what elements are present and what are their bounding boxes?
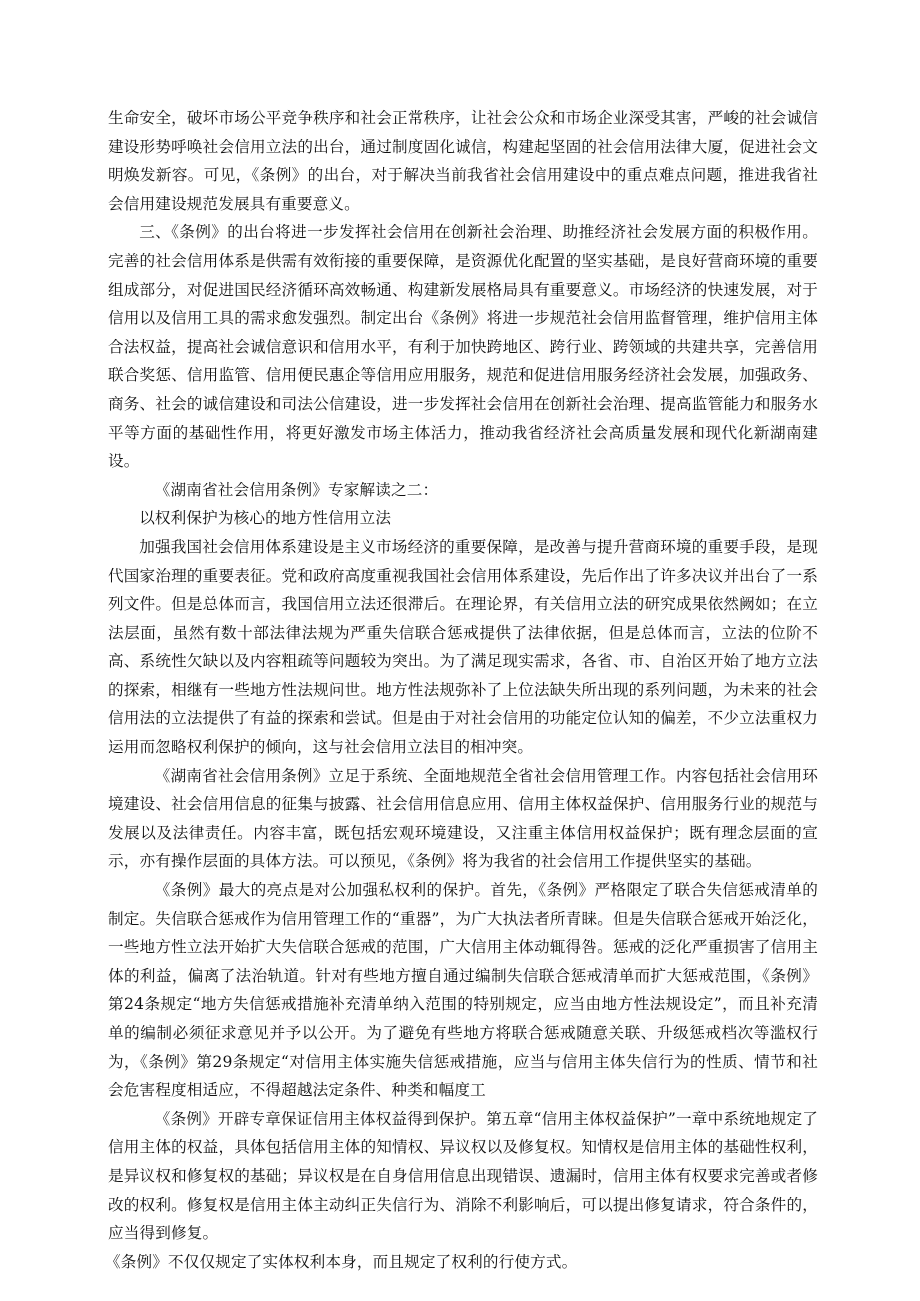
paragraph-rights-protection: 《条例》开辟专章保证信用主体权益得到保护。第五章“信用主体权益保护”一章中系统地规定了信用主体的权益，具体包括信用主体的知情权、异议权以及修复权。知情权是信用主体的基础性权利，是异议权和修复权的基础；异议权是在自身信用信息出现错误、遗漏时，信用主体有权要求完善或者修改的权利。修复权是信用主体主动纠正失信行为、消除不利影响后，可以提出修复请求，符合条件的，应当得到修复。 [108,1109,818,1243]
paragraph-overview: 《湖南省社会信用条例》立足于系统、全面地规范全省社会信用管理工作。内容包括社会信用环境建设、社会信用信息的征集与披露、社会信用信息应用、信用主体权益保护、信用服务行业的规范与发展以及法律责任。内容丰富，既包括宏观环境建设，又注重主体信用权益保护；既有理念层面的宣示，亦有操作层面的具体方法。可以预见，《条例》将为我省的社会信用工作提供坚实的基础。 [108,766,818,871]
article-heading: 《湖南省社会信用条例》专家解读之二： [154,480,439,499]
paragraph-closing: 《条例》不仅仅规定了实体权利本身，而且规定了权利的行使方式。 [105,1252,578,1271]
paragraph-highlight: 《条例》最大的亮点是对公加强私权利的保护。首先，《条例》严格限定了联合失信惩戒清单的制定。失信联合惩戒作为信用管理工作的“重器”，为广大执法者所青睐。但是失信联合惩戒开始泛化，一些地方性立法开始扩大失信联合惩戒的范围，广大信用主体动辄得咎。惩戒的泛化严重损害了信用主体的利益，偏离了法治轨道。针对有些地方擅自通过编制失信联合惩戒清单而扩大惩戒范围，《条例》第24条规定“地方失信惩戒措施补充清单纳入范围的特别规定，应当由地方性法规设定”，而且补充清单的编制必须征求意见并予以公开。为了避免有些地方将联合惩戒随意关联、升级惩戒档次等滥权行为，《条例》第29条规定“对信用主体实施失信惩戒措施，应当与信用主体失信行为的性质、情节和社会危害程度相适应，不得超越法定条件、种类和幅度工 [108,881,818,1100]
document-page [105,104,818,1276]
article-subtitle: 以权利保护为核心的地方性信用立法 [139,509,392,528]
paragraph-section-three: 三、《条例》的出台将进一步发挥社会信用在创新社会治理、助推经济社会发展方面的积极作用。完善的社会信用体系是供需有效衔接的重要保障，是资源优化配置的坚实基础，是良好营商环境的重要组成部分，对促进国民经济循环高效畅通、构建新发展格局具有重要意义。市场经济的快速发展，对于信用以及信用工具的需求愈发强烈。制定出台《条例》将进一步规范社会信用监督管理，维护信用主体合法权益，提高社会诚信意识和信用水平，有利于加快跨地区、跨行业、跨领域的共建共享，完善信用联合奖惩、信用监管、信用便民惠企等信用应用服务，规范和促进信用服务经济社会发展，加强政务、商务、社会的诚信建设和司法公信建设，进一步发挥社会信用在创新社会治理、提高监管能力和服务水平等方面的基础性作用，将更好激发市场主体活力，推动我省经济社会高质量发展和现代化新湖南建设。 [108,223,818,471]
paragraph-continuation: 生命安全，破坏市场公平竞争秩序和社会正常秩序，让社会公众和市场企业深受其害，严峻的社会诚信建设形势呼唤社会信用立法的出台，通过制度固化诚信，构建起坚固的社会信用法律大厦，促进社会文明焕发新容。可见，《条例》的出台，对于解决当前我省社会信用建设中的重点难点问题，推进我省社会信用建设规范发展具有重要意义。 [108,109,818,213]
paragraph-background: 加强我国社会信用体系建设是主义市场经济的重要保障，是改善与提升营商环境的重要手段，是现代国家治理的重要表征。党和政府高度重视我国社会信用体系建设，先后作出了许多决议并出台了一系列文件。但是总体而言，我国信用立法还很滞后。在理论界，有关信用立法的研究成果依然阙如；在立法层面，虽然有数十部法律法规为严重失信联合惩戒提供了法律依据，但是总体而言，立法的位阶不高、系统性欠缺以及内容粗疏等问题较为突出。为了满足现实需求，各省、市、自治区开始了地方立法的探索，相继有一些地方性法规问世。地方性法规弥补了上位法缺失所出现的系列问题，为未来的社会信用法的立法提供了有益的探索和尝试。但是由于对社会信用的功能定位认知的偏差，不少立法重权力运用而忽略权利保护的倾向，这与社会信用立法目的相冲突。 [108,537,818,757]
